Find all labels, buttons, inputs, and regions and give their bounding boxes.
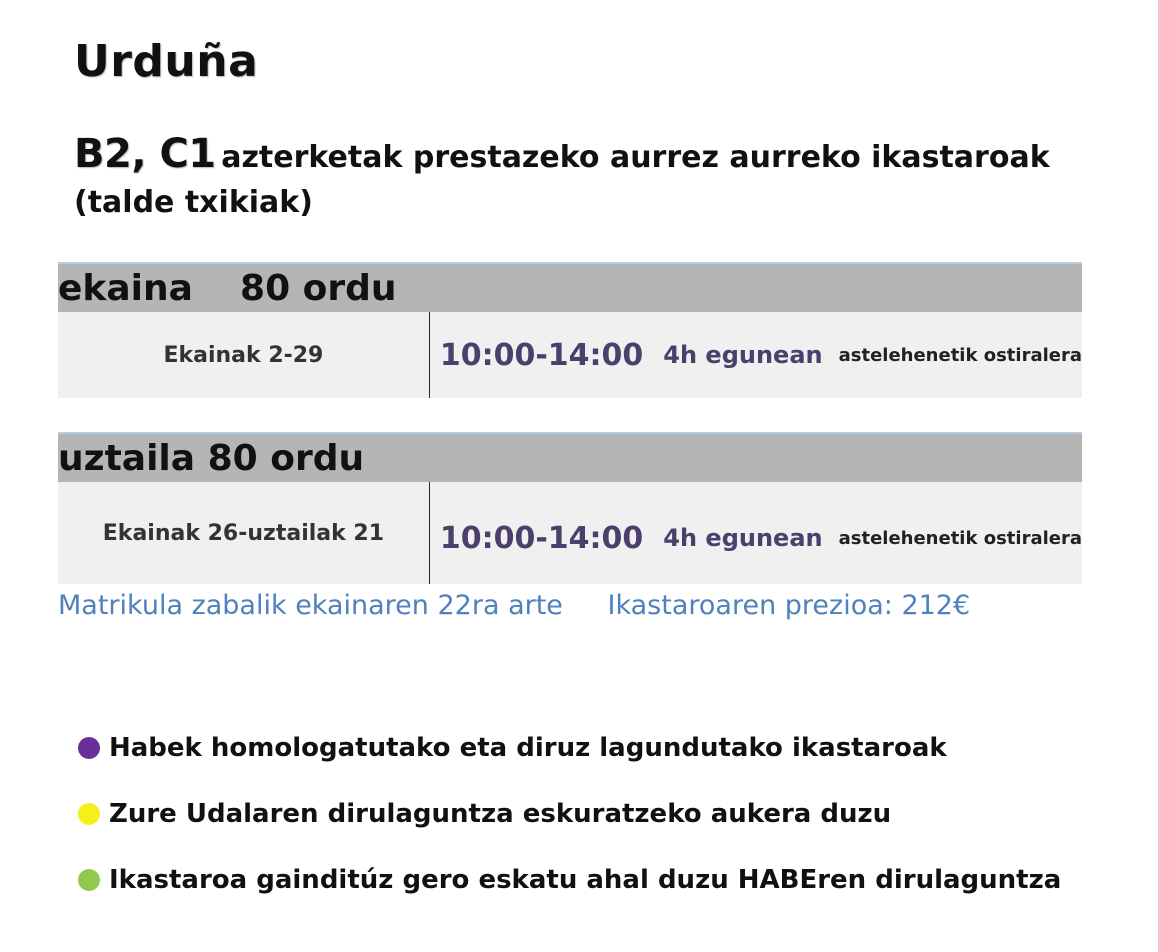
course-info	[58, 590, 1138, 621]
bullet-item	[78, 728, 1061, 768]
bullet-item	[78, 794, 1061, 834]
schedule-daily: 4h egunean	[663, 341, 823, 369]
schedule-dates: Ekainak 26-uztailak 21	[58, 482, 430, 584]
bullet-text: Habek homologatutako eta diruz lagundutako ikastaroak	[109, 733, 947, 763]
subtitle-description: azterketak prestazeko aurrez aurreko ikastaroak	[221, 140, 1050, 175]
section-month: uztaila	[58, 438, 196, 479]
schedule-time	[430, 482, 1082, 584]
purple-dot-icon	[78, 737, 100, 759]
subtitle-note: (talde txikiak)	[74, 185, 313, 220]
bullet-list	[78, 728, 1061, 926]
section-header	[58, 432, 1082, 482]
page-subtitle	[74, 128, 1114, 218]
schedule-days: astelehenetik ostiralera	[838, 344, 1082, 366]
schedule-hours: 10:00-14:00	[439, 337, 644, 373]
section-hours: 80 ordu	[240, 268, 397, 309]
green-dot-icon	[78, 869, 100, 891]
bullet-text: Ikastaroa gainditúz gero eskatu ahal duzu HABEren dirulaguntza	[109, 865, 1062, 895]
bullet-text: Zure Udalaren dirulaguntza eskuratzeko aukera duzu	[109, 799, 892, 829]
price-text: Ikastaroaren prezioa: 212€	[607, 590, 971, 621]
schedule-section-july	[58, 432, 1082, 584]
schedule-section-june	[58, 262, 1082, 398]
section-hours: 80 ordu	[207, 438, 365, 479]
bullet-item	[78, 860, 1061, 900]
section-header	[58, 262, 1082, 312]
schedule-time	[430, 312, 1082, 398]
schedule-row	[58, 312, 1082, 398]
yellow-dot-icon	[78, 803, 100, 825]
schedule-daily: 4h egunean	[663, 524, 823, 552]
registration-text: Matrikula zabalik ekainaren 22ra arte	[58, 590, 563, 621]
schedule-row	[58, 482, 1082, 584]
schedule-hours: 10:00-14:00	[439, 520, 644, 556]
page-title: Urduña	[74, 36, 259, 87]
schedule-days: astelehenetik ostiralera	[838, 527, 1082, 549]
section-month: ekaina	[58, 268, 193, 309]
schedule-dates: Ekainak 2-29	[58, 312, 430, 398]
subtitle-levels: B2, C1	[74, 131, 216, 177]
